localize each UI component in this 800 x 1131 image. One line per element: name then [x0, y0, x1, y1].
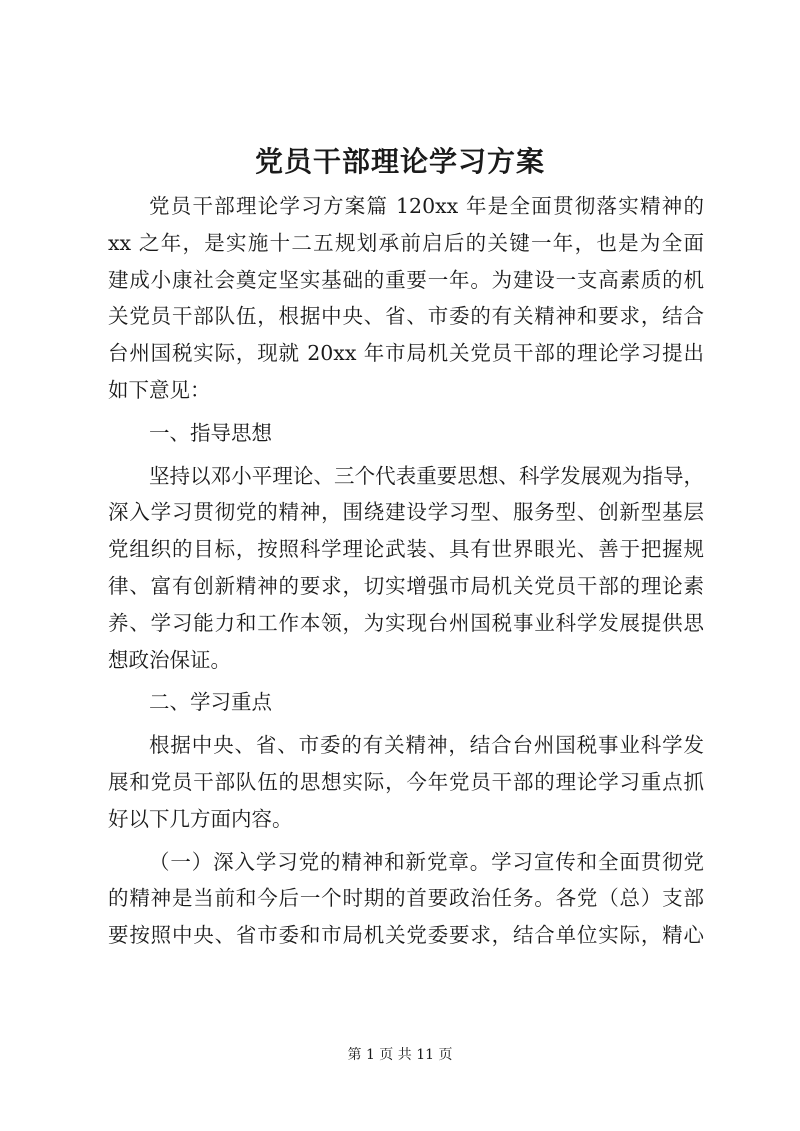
- paragraph-line: （一）深入学习党的精神和新党章。学习宣传和全面贯彻党: [149, 849, 704, 874]
- paragraph-line: 党员干部理论学习方案篇 120xx 年是全面贯彻落实精神的: [149, 194, 704, 218]
- paragraph-line: 坚持以邓小平理论、三个代表重要思想、科学发展观为指导，: [149, 463, 704, 488]
- section-heading: 一、指导思想: [149, 420, 272, 445]
- paragraph-line: 深入学习贯彻党的精神，围绕建设学习型、服务型、创新型基层: [108, 500, 704, 525]
- paragraph-study-focus: [108, 727, 704, 837]
- paragraph-line: 党组织的目标，按照科学理论武装、具有世界眼光、善于把握规: [108, 537, 704, 562]
- paragraph-line: 关党员干部队伍，根据中央、省、市委的有关精神和要求，结合: [108, 304, 704, 329]
- paragraph-line: 建成小康社会奠定坚实基础的重要一年。为建设一支高素质的机: [108, 267, 704, 292]
- paragraph-line: 的精神是当前和今后一个时期的首要政治任务。各党（总）支部: [108, 886, 704, 911]
- paragraph-intro: [108, 188, 704, 409]
- paragraph-line: 根据中央、省、市委的有关精神，结合台州国税事业科学发: [149, 733, 704, 758]
- paragraph-line: 要按照中央、省市委和市局机关党委要求，结合单位实际，精心: [108, 923, 704, 948]
- paragraph-line: 如下意见：: [108, 377, 211, 402]
- paragraph-line: 展和党员干部队伍的思想实际，今年党员干部的理论学习重点抓: [108, 769, 704, 794]
- paragraph-line: 好以下几方面内容。: [108, 806, 293, 831]
- document-title: 党员干部理论学习方案: [254, 145, 545, 178]
- paragraph-item-one: [108, 844, 704, 954]
- page-footer: 第 1 页 共 11 页: [347, 1047, 453, 1063]
- document-body: [108, 188, 704, 954]
- paragraph-line: 台州国税实际，现就 20xx 年市局机关党员干部的理论学习提出: [108, 341, 704, 366]
- section-heading: 二、学习重点: [149, 690, 272, 715]
- paragraph-line: 想政治保证。: [108, 647, 231, 672]
- paragraph-guiding-thought: [108, 458, 704, 679]
- paragraph-line: xx 之年，是实施十二五规划承前启后的关键一年，也是为全面: [108, 230, 704, 255]
- paragraph-line: 养、学习能力和工作本领，为实现台州国税事业科学发展提供思: [108, 610, 704, 635]
- paragraph-line: 律、富有创新精神的要求，切实增强市局机关党员干部的理论素: [108, 573, 704, 598]
